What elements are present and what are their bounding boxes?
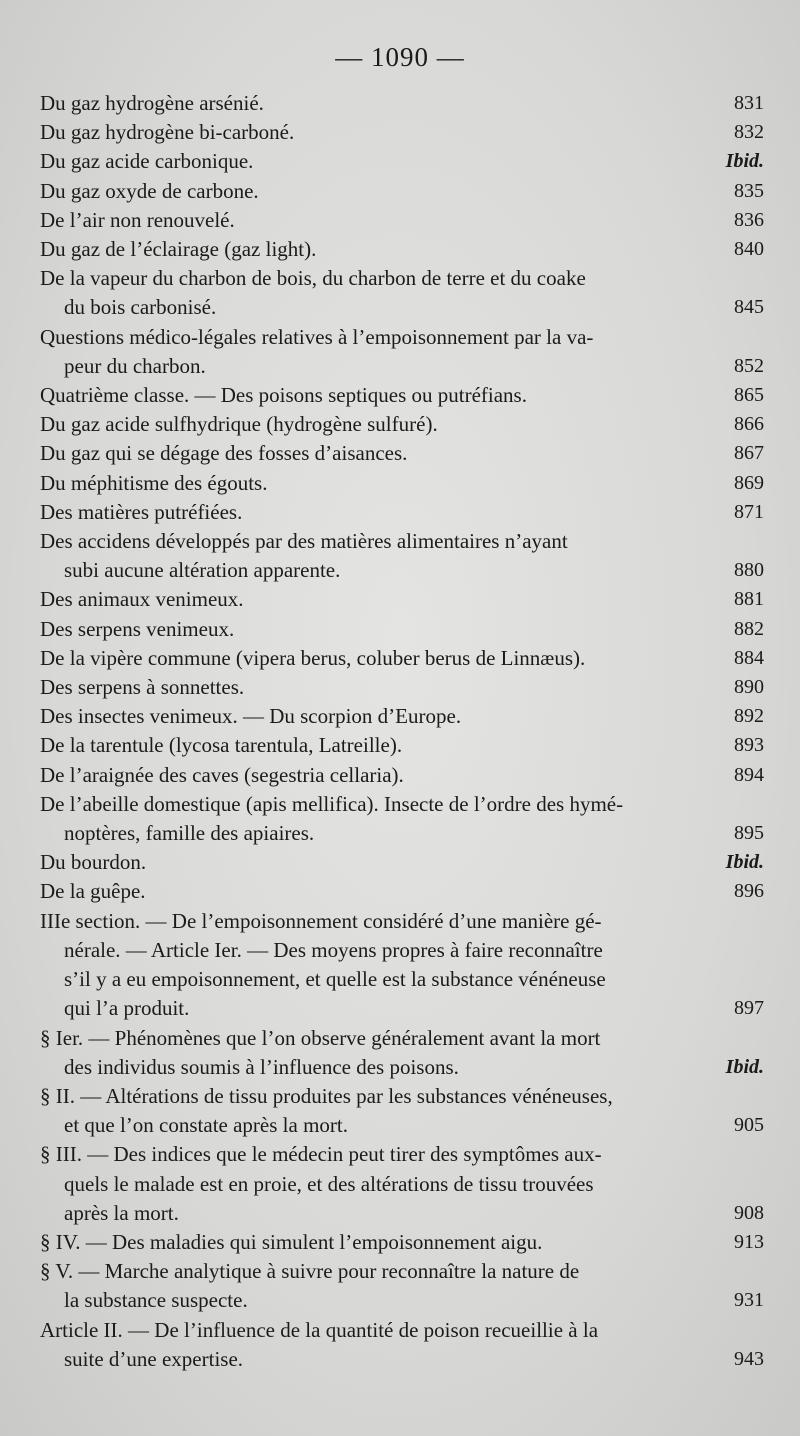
toc-entry xyxy=(0,761,800,790)
toc-entry-title: De l’abeille domestique (apis mellifica). Insecte de l’ordre des hymé- xyxy=(40,791,624,816)
toc-entry-page: 836 xyxy=(734,208,764,231)
toc-entry xyxy=(0,673,800,702)
toc-entry xyxy=(0,118,800,147)
toc-entry-title: § IV. — Des maladies qui simulent l’empoisonnement aigu. xyxy=(40,1229,543,1254)
toc-entry-page: 890 xyxy=(734,676,764,699)
toc-entry-title: Des serpens à sonnettes. xyxy=(40,675,245,700)
toc-entry xyxy=(0,498,800,527)
toc-entry-page: 882 xyxy=(734,617,764,640)
toc-entry-continuation: subi aucune altération apparente. xyxy=(64,558,341,583)
toc-entry-page: 866 xyxy=(734,413,764,436)
toc-entry-continuation: peur du charbon. xyxy=(64,353,206,378)
toc-entry-page: 871 xyxy=(734,500,764,523)
toc-entry-page: 831 xyxy=(734,92,764,114)
toc-entry xyxy=(0,235,800,264)
toc-entry-title: § III. — Des indices que le médecin peut tirer des symptômes aux- xyxy=(40,1142,602,1167)
toc-entry xyxy=(0,439,800,468)
toc-entry-title: § V. — Marche analytique à suivre pour reconnaître la nature de xyxy=(40,1259,580,1284)
toc-entry xyxy=(0,731,800,760)
toc-entry-title: De la tarentule (lycosa tarentula, Latreille). xyxy=(40,733,403,758)
toc-entry xyxy=(0,206,800,235)
toc-entry-title: De la vapeur du charbon de bois, du charbon de terre et du coake xyxy=(40,266,586,291)
toc-entry xyxy=(0,177,800,206)
toc-entry-page: 845 xyxy=(734,296,764,319)
toc-entry-title: Des insectes venimeux. — Du scorpion d’Europe. xyxy=(40,704,462,729)
toc-entry-page: 893 xyxy=(734,734,764,757)
toc-entry xyxy=(0,147,800,176)
toc-entry-page: Ibid. xyxy=(725,1055,764,1078)
toc-entry xyxy=(0,264,800,322)
toc-entry-title: Du bourdon. xyxy=(40,850,147,875)
toc-entry-title: Du gaz hydrogène bi-carboné. xyxy=(40,120,295,145)
toc-entry xyxy=(0,877,800,906)
toc-entry-continuation: après la mort. xyxy=(64,1200,179,1225)
toc-entry-page: 908 xyxy=(734,1201,764,1224)
toc-entry-page: Ibid. xyxy=(725,150,764,173)
toc-entry-continuation: qui l’a produit. xyxy=(64,996,190,1021)
toc-entry-page: 869 xyxy=(734,471,764,494)
toc-entry xyxy=(0,790,800,848)
toc-entry xyxy=(0,848,800,877)
toc-entry-title: § Ier. — Phénomènes que l’on observe généralement avant la mort xyxy=(40,1025,601,1050)
toc-entry-page: 905 xyxy=(734,1114,764,1137)
toc-entry-continuation: la substance suspecte. xyxy=(64,1288,248,1313)
toc-entry-continuation: noptères, famille des apiaires. xyxy=(64,821,315,846)
toc-entry xyxy=(0,469,800,498)
toc-entry-page: Ibid. xyxy=(725,851,764,874)
toc-entry-page: 913 xyxy=(734,1230,764,1253)
toc-entry-title: Du gaz hydrogène arsénié. xyxy=(40,91,264,115)
toc-entry-page: 896 xyxy=(734,880,764,903)
toc-entry xyxy=(0,1082,800,1140)
toc-entry-title: Du méphitisme des égouts. xyxy=(40,470,268,495)
toc-entry-title: Quatrième classe. — Des poisons septiques ou putréfians. xyxy=(40,383,527,408)
toc-entry-page: 840 xyxy=(734,238,764,261)
page-number: — 1090 — xyxy=(335,42,465,72)
toc-entry xyxy=(0,410,800,439)
toc-entry xyxy=(0,1316,800,1374)
toc-entry-title: De la vipère commune (vipera berus, coluber berus de Linnæus). xyxy=(40,645,586,670)
toc-entry-title: IIIe section. — De l’empoisonnement considéré d’une manière gé- xyxy=(40,908,602,933)
toc-entry-title: Des animaux venimeux. xyxy=(40,587,244,612)
toc-entry xyxy=(0,585,800,614)
toc-entry-continuation: et que l’on constate après la mort. xyxy=(64,1113,348,1138)
toc-entry-page: 943 xyxy=(734,1347,764,1370)
toc-entry-title: Du gaz acide sulfhydrique (hydrogène sulfuré). xyxy=(40,412,438,437)
toc-entry-title: Questions médico-légales relatives à l’empoisonnement par la va- xyxy=(40,324,594,349)
toc-entry xyxy=(0,89,800,118)
toc-entry-title: Du gaz qui se dégage des fosses d’aisances. xyxy=(40,441,408,466)
toc-entry xyxy=(0,702,800,731)
table-of-contents xyxy=(0,89,800,1374)
toc-entry-page: 865 xyxy=(734,384,764,407)
toc-entry-page: 894 xyxy=(734,763,764,786)
toc-entry-title: Du gaz oxyde de carbone. xyxy=(40,178,259,203)
toc-entry-page: 897 xyxy=(734,997,764,1020)
toc-entry xyxy=(0,323,800,381)
toc-entry-continuation: suite d’une expertise. xyxy=(64,1346,244,1371)
toc-entry xyxy=(0,1140,800,1228)
toc-entry-page: 881 xyxy=(734,588,764,611)
toc-entry xyxy=(0,907,800,1024)
toc-entry-title: Des accidens développés par des matières alimentaires n’ayant xyxy=(40,529,568,554)
toc-entry-title: Des matières putréfiées. xyxy=(40,499,243,524)
toc-entry-continuation: des individus soumis à l’influence des poisons. xyxy=(64,1054,459,1079)
toc-entry-continuation: quels le malade est en proie, et des altérations de tissu trouvées xyxy=(64,1171,594,1196)
toc-entry-page: 832 xyxy=(734,121,764,144)
toc-entry-title: Du gaz de l’éclairage (gaz light). xyxy=(40,237,317,262)
toc-entry-title: De la guêpe. xyxy=(40,879,146,904)
toc-entry xyxy=(0,527,800,585)
toc-entry-title: Des serpens venimeux. xyxy=(40,616,235,641)
toc-entry-title: De l’air non renouvelé. xyxy=(40,207,235,232)
toc-entry-page: 852 xyxy=(734,354,764,377)
toc-entry xyxy=(0,1024,800,1082)
toc-entry-page: 835 xyxy=(734,179,764,202)
toc-entry-title: Article II. — De l’influence de la quantité de poison recueillie à la xyxy=(40,1317,599,1342)
toc-entry xyxy=(0,1257,800,1315)
toc-entry xyxy=(0,381,800,410)
toc-entry xyxy=(0,644,800,673)
toc-entry xyxy=(0,1228,800,1257)
toc-entry-page: 895 xyxy=(734,822,764,845)
toc-entry-page: 931 xyxy=(734,1289,764,1312)
toc-entry-title: § II. — Altérations de tissu produites par les substances vénéneuses, xyxy=(40,1083,613,1108)
toc-entry xyxy=(0,615,800,644)
toc-entry-continuation: du bois carbonisé. xyxy=(64,295,217,320)
toc-entry-title: Du gaz acide carbonique. xyxy=(40,149,254,174)
toc-entry-page: 880 xyxy=(734,559,764,582)
toc-entry-continuation: nérale. — Article Ier. — Des moyens propres à faire reconnaître xyxy=(64,937,603,962)
toc-entry-page: 892 xyxy=(734,705,764,728)
toc-entry-continuation: s’il y a eu empoisonnement, et quelle est la substance vénéneuse xyxy=(64,967,606,992)
toc-entry-page: 867 xyxy=(734,442,764,465)
toc-entry-page: 884 xyxy=(734,646,764,669)
toc-entry-title: De l’araignée des caves (segestria cellaria). xyxy=(40,762,404,787)
